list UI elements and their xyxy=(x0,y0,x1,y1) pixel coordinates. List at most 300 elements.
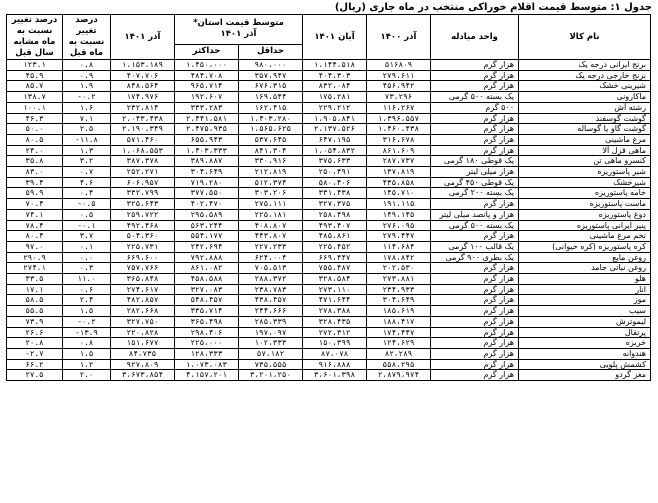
min-price-cell: ۱،۵۶۵،۶۲۵ xyxy=(239,124,303,135)
azar1401-cell: ۲۵۹،۷۲۲ xyxy=(111,209,175,220)
unit-cell: هزار گرم xyxy=(431,295,519,306)
aban1401-cell: ۳۲۸،۴۳۵ xyxy=(303,316,367,327)
unit-cell: هزار گرم xyxy=(431,284,519,295)
col-aban1401-header: آبان ۱۴۰۱ xyxy=(303,15,367,60)
max-price-cell: ۶۵۵،۹۴۳ xyxy=(175,134,239,145)
max-price-cell: ۳۰۴،۶۴۹ xyxy=(175,167,239,178)
min-price-cell: ۲۷۵،۱۱۱ xyxy=(239,199,303,210)
item-name-cell: ماست پاستوریزه xyxy=(519,199,651,210)
azar1400-cell: ۲۰۲،۵۳۰ xyxy=(367,263,431,274)
change-year-cell: ۷۳.۹ xyxy=(7,316,63,327)
item-name-cell: دوغ پاستوریزه xyxy=(519,209,651,220)
table-row xyxy=(7,209,651,220)
unit-cell: هزار گرم xyxy=(431,348,519,359)
aban1401-cell: ۸۳۲،۰۸۴ xyxy=(303,81,367,92)
azar1400-cell: ۴۵۶،۹۴۲ xyxy=(367,81,431,92)
unit-cell: یک بسته ۵۰۰ گرمی xyxy=(431,92,519,103)
azar1400-cell: ۱۷۴،۴۴۷ xyxy=(367,327,431,338)
price-table xyxy=(6,14,651,381)
max-price-cell: ۴،۱۵۷،۲۰۱ xyxy=(175,370,239,381)
azar1401-cell: ۹۲۷،۸۰۹ xyxy=(111,359,175,370)
azar1401-cell: ۸۴،۷۳۵ xyxy=(111,348,175,359)
change-year-cell: ۸۰.۴ xyxy=(7,231,63,242)
min-price-cell: ۲۲۷،۲۳۳ xyxy=(239,241,303,252)
table-row xyxy=(7,316,651,327)
azar1401-cell: ۲۳۲،۸۱۴ xyxy=(111,102,175,113)
col-azar1401-header: آذر ۱۴۰۱ xyxy=(111,15,175,60)
change-month-cell: ۲.۴ xyxy=(63,295,111,306)
aban1401-cell: ۴۷۱،۶۴۴ xyxy=(303,295,367,306)
col-change-month-header: درصد تغییر نسبت به ماه قبل xyxy=(63,15,111,60)
unit-cell: هزار گرم xyxy=(431,231,519,242)
azar1400-cell: ۲۷۶،۰۹۵ xyxy=(367,220,431,231)
aban1401-cell: ۶۶۹،۴۴۷ xyxy=(303,252,367,263)
max-price-cell: ۱۹۲،۶۰۷ xyxy=(175,92,239,103)
min-price-cell: ۶۲۴،۰۰۴ xyxy=(239,252,303,263)
change-month-cell: ۷.۱ xyxy=(63,113,111,124)
change-month-cell: ۰.۱ xyxy=(63,241,111,252)
unit-cell: هزار گرم xyxy=(431,306,519,317)
azar1401-cell: ۲،۱۹۰،۳۴۹ xyxy=(111,124,175,135)
azar1400-cell: ۴۳۵،۸۵۸ xyxy=(367,177,431,188)
change-year-cell: ۳۳.۵ xyxy=(7,274,63,285)
aban1401-cell: ۲،۱۳۷،۵۲۶ xyxy=(303,124,367,135)
change-year-cell: ۴۶.۳ xyxy=(7,113,63,124)
azar1400-cell: ۲۳۴،۹۳۳ xyxy=(367,284,431,295)
province-avg-sub-label: آذر ۱۴۰۱ xyxy=(220,29,257,40)
max-price-cell: ۷۹۲،۸۸۸ xyxy=(175,252,239,263)
col-min-header: حداقل xyxy=(239,44,303,59)
item-name-cell: تخم مرغ ماشینی xyxy=(519,231,651,242)
change-year-cell: ۸۳.۰ xyxy=(7,167,63,178)
aban1401-cell: ۴۸۵،۸۶۱ xyxy=(303,231,367,242)
unit-cell: هزار گرم xyxy=(431,81,519,92)
aban1401-cell: ۱۵۰،۳۹۹ xyxy=(303,338,367,349)
azar1401-cell: ۵۰۴،۳۶۰ xyxy=(111,231,175,242)
unit-cell: یک قوطی ۴۵۰ گرمی xyxy=(431,177,519,188)
azar1400-cell: ۲۷۹،۴۴۷ xyxy=(367,231,431,242)
change-year-cell: ۶۶.۲ xyxy=(7,359,63,370)
change-month-cell: ۰.۸ xyxy=(63,338,111,349)
max-price-cell: ۵۶۳،۲۴۴ xyxy=(175,220,239,231)
azar1401-cell: ۳،۶۷۳،۸۵۴ xyxy=(111,370,175,381)
item-name-cell: شیر پاستوریزه xyxy=(519,167,651,178)
min-price-cell: ۴۳۸،۴۵۷ xyxy=(239,295,303,306)
azar1401-cell: ۲۵۲،۲۷۱ xyxy=(111,167,175,178)
unit-cell: هزار گرم xyxy=(431,199,519,210)
table-row xyxy=(7,60,651,71)
azar1400-cell: ۸۶۱،۶۰۹ xyxy=(367,145,431,156)
item-name-cell: هندوانه xyxy=(519,348,651,359)
azar1400-cell: ۱۸۸،۴۱۷ xyxy=(367,316,431,327)
max-price-cell: ۱،۴۰۳،۳۳۳ xyxy=(175,145,239,156)
table-row xyxy=(7,113,651,124)
table-title: جدول ۱: متوسط قیمت اقلام خوراکی منتخب در ماه جاری (ریال) xyxy=(334,2,652,13)
item-name-cell: شیرخشک xyxy=(519,177,651,188)
change-month-cell: ۱.۳ xyxy=(63,145,111,156)
max-price-cell: ۵۵۴،۱۷۷ xyxy=(175,231,239,242)
change-year-cell: ۲.۷- xyxy=(7,348,63,359)
change-year-cell: ۷۸.۴ xyxy=(7,220,63,231)
azar1400-cell: ۱۱۴،۶۸۴ xyxy=(367,241,431,252)
min-price-cell: ۳۵۷،۹۴۷ xyxy=(239,70,303,81)
min-price-cell: ۲۸۵،۳۳۹ xyxy=(239,316,303,327)
min-price-cell: ۵۷،۱۸۲ xyxy=(239,348,303,359)
table-row xyxy=(7,338,651,349)
min-price-cell: ۳۰۳،۲۰۶ xyxy=(239,188,303,199)
table-row xyxy=(7,252,651,263)
unit-cell: هزار و پانصد میلی لیتر xyxy=(431,209,519,220)
min-price-cell: ۴۰۸،۸۰۷ xyxy=(239,220,303,231)
change-year-cell: ۱۲۳.۱ xyxy=(7,60,63,71)
item-name-cell: مغز گردو xyxy=(519,370,651,381)
azar1401-cell: ۴۹۲،۴۶۸ xyxy=(111,220,175,231)
min-price-cell: ۱،۴۰۳،۲۸۰ xyxy=(239,113,303,124)
max-price-cell: ۲،۴۷۵،۹۳۵ xyxy=(175,124,239,135)
max-price-cell: ۴۸۴،۷۰۸ xyxy=(175,70,239,81)
azar1401-cell: ۶۰۶،۹۵۷ xyxy=(111,177,175,188)
change-month-cell: ۱.۵ xyxy=(63,306,111,317)
item-name-cell: پرتقال xyxy=(519,327,651,338)
change-month-cell: ۰.۶ xyxy=(63,284,111,295)
change-month-cell: ۱۳.۹- xyxy=(63,327,111,338)
aban1401-cell: ۹۱۶،۸۸۸ xyxy=(303,359,367,370)
col-province-avg-header xyxy=(175,15,303,45)
max-price-cell: ۲،۴۴۱،۵۸۱ xyxy=(175,113,239,124)
min-price-cell: ۵۱۲،۳۷۴ xyxy=(239,177,303,188)
min-price-cell: ۵۳۷،۶۴۵ xyxy=(239,134,303,145)
item-name-cell: خامه پاستوریزه xyxy=(519,188,651,199)
item-name-cell: لیموترش xyxy=(519,316,651,327)
min-price-cell: ۱۶۹،۵۴۴ xyxy=(239,92,303,103)
min-price-cell: ۱۰۲،۳۳۳ xyxy=(239,338,303,349)
table-row xyxy=(7,220,651,231)
change-year-cell: ۲۹۰.۹ xyxy=(7,252,63,263)
unit-cell: هزار گرم xyxy=(431,359,519,370)
change-year-cell: ۲۷.۵ xyxy=(7,370,63,381)
azar1400-cell: ۱۸۵،۶۱۹ xyxy=(367,306,431,317)
unit-cell: ۵۰۰ گرم xyxy=(431,102,519,113)
azar1400-cell: ۱،۳۹۶،۵۵۷ xyxy=(367,113,431,124)
change-month-cell: ۲.۵ xyxy=(63,124,111,135)
item-name-cell: هلو xyxy=(519,274,651,285)
unit-cell: هزار گرم xyxy=(431,145,519,156)
col-change-year-header: درصد تغییر نسبت به ماه مشابه سال قبل xyxy=(7,15,63,60)
unit-cell: یک بسته ۲۰۰ گرمی xyxy=(431,188,519,199)
azar1400-cell: ۲۷۹،۶۱۱ xyxy=(367,70,431,81)
item-name-cell: سیب xyxy=(519,306,651,317)
aban1401-cell: ۱،۹۰۵،۸۴۱ xyxy=(303,113,367,124)
min-price-cell: ۸۴۱،۳۰۴ xyxy=(239,145,303,156)
min-price-cell: ۲۴۴،۶۶۶ xyxy=(239,306,303,317)
change-year-cell: ۸۰.۵ xyxy=(7,134,63,145)
aban1401-cell: ۱،۱۴۴،۵۱۸ xyxy=(303,60,367,71)
table-row xyxy=(7,156,651,167)
max-price-cell: ۴۰۲،۴۷۰ xyxy=(175,199,239,210)
aban1401-cell: ۳۷۵،۶۳۳ xyxy=(303,156,367,167)
azar1400-cell: ۱۲۴،۶۲۹ xyxy=(367,338,431,349)
max-price-cell: ۳۸۹،۸۸۷ xyxy=(175,156,239,167)
aban1401-cell: ۳۲۸،۵۸۴ xyxy=(303,274,367,285)
change-year-cell: ۵۰.۰ xyxy=(7,124,63,135)
change-year-cell: ۵۵.۵ xyxy=(7,306,63,317)
change-month-cell: ۰.۵ xyxy=(63,209,111,220)
change-month-cell: ۴.۶ xyxy=(63,177,111,188)
change-month-cell: ۰.۵- xyxy=(63,199,111,210)
azar1400-cell: ۱۱۶،۲۶۷ xyxy=(367,102,431,113)
unit-cell: یک قوطی ۱۸۰ گرمی xyxy=(431,156,519,167)
azar1401-cell: ۲،۰۴۳،۴۳۸ xyxy=(111,113,175,124)
change-year-cell: ۵۹.۹ xyxy=(7,188,63,199)
change-month-cell: ۰.۲- xyxy=(63,316,111,327)
max-price-cell: ۱،۰۷۳،۰۸۳ xyxy=(175,359,239,370)
table-row xyxy=(7,263,651,274)
min-price-cell: ۲۱۲،۸۱۹ xyxy=(239,167,303,178)
unit-cell: هزار گرم xyxy=(431,134,519,145)
aban1401-cell: ۱،۰۵۴،۸۳۲ xyxy=(303,145,367,156)
max-price-cell: ۷۱۹،۲۸۰ xyxy=(175,177,239,188)
azar1401-cell: ۳۲۵،۶۴۳ xyxy=(111,199,175,210)
azar1401-cell: ۷۵۷،۷۶۶ xyxy=(111,263,175,274)
change-year-cell: ۹۷.۰ xyxy=(7,241,63,252)
table-body xyxy=(7,60,651,381)
item-name-cell: برنج ایرانی درجه یک xyxy=(519,60,651,71)
aban1401-cell: ۱۷۵،۲۸۱ xyxy=(303,92,367,103)
unit-cell: هزار گرم xyxy=(431,60,519,71)
min-price-cell: ۲۸۸،۳۷۲ xyxy=(239,274,303,285)
item-name-cell: روغن نباتی جامد xyxy=(519,263,651,274)
col-max-header: حداکثر xyxy=(175,44,239,59)
item-name-cell: رشته آش xyxy=(519,102,651,113)
table-row xyxy=(7,92,651,103)
table-row xyxy=(7,231,651,242)
min-price-cell: ۴۴۳،۸۰۷ xyxy=(239,231,303,242)
change-year-cell: ۳۹.۴ xyxy=(7,177,63,188)
azar1401-cell: ۱،۱۵۳،۱۸۹ xyxy=(111,60,175,71)
max-price-cell: ۳۲۷،۰۸۳ xyxy=(175,284,239,295)
max-price-cell: ۳۳۳،۲۸۳ xyxy=(175,102,239,113)
change-month-cell: ۱.۲ xyxy=(63,359,111,370)
azar1400-cell: ۲۷۳،۸۸۱ xyxy=(367,274,431,285)
item-name-cell: ماکارونی xyxy=(519,92,651,103)
azar1400-cell: ۱۳۷،۸۱۹ xyxy=(367,167,431,178)
change-month-cell: ۱.۹ xyxy=(63,81,111,92)
table-row xyxy=(7,177,651,188)
item-name-cell: کنسرو ماهی تن xyxy=(519,156,651,167)
azar1401-cell: ۲۷۴،۶۱۷ xyxy=(111,284,175,295)
change-month-cell: ۰.۷ xyxy=(63,167,111,178)
change-month-cell: ۱.۵ xyxy=(63,348,111,359)
unit-cell: هزار گرم xyxy=(431,370,519,381)
change-month-cell: ۱۱.۰ xyxy=(63,274,111,285)
azar1401-cell: ۸۴۸،۵۶۴ xyxy=(111,81,175,92)
aban1401-cell: ۴۰۴،۳۰۳ xyxy=(303,70,367,81)
azar1400-cell: ۱۴۵،۷۱۰ xyxy=(367,188,431,199)
table-row xyxy=(7,241,651,252)
azar1400-cell: ۱،۴۶۰،۴۳۸ xyxy=(367,124,431,135)
azar1401-cell: ۲۲۰،۸۲۸ xyxy=(111,327,175,338)
azar1401-cell: ۱،۰۶۸،۵۵۳ xyxy=(111,145,175,156)
table-row xyxy=(7,102,651,113)
unit-cell: هزار گرم xyxy=(431,263,519,274)
unit-cell: هزار گرم xyxy=(431,327,519,338)
min-price-cell: ۶۷۶،۳۱۵ xyxy=(239,81,303,92)
change-month-cell: ۰.۸ xyxy=(63,60,111,71)
table-row xyxy=(7,70,651,81)
item-name-cell: کشمش پلویی xyxy=(519,359,651,370)
max-price-cell: ۸۶۱،۰۸۲ xyxy=(175,263,239,274)
item-name-cell: کره پاستوریزه (کره حیوانی) xyxy=(519,241,651,252)
min-price-cell: ۱۶۲،۴۱۵ xyxy=(239,102,303,113)
change-month-cell: ۳.۷ xyxy=(63,231,111,242)
change-month-cell: ۰.۹ xyxy=(63,70,111,81)
table-row xyxy=(7,327,651,338)
aban1401-cell: ۲۵۸،۴۹۸ xyxy=(303,209,367,220)
aban1401-cell: ۷۵۵،۴۸۷ xyxy=(303,263,367,274)
azar1400-cell: ۵۱۶۸۰۹ xyxy=(367,60,431,71)
item-name-cell: پنیر ایرانی پاستوریزه xyxy=(519,220,651,231)
max-price-cell: ۲۲۵،۰۰۰ xyxy=(175,338,239,349)
max-price-cell: ۹۶۵،۷۱۴ xyxy=(175,81,239,92)
change-year-cell: ۲۴.۰ xyxy=(7,145,63,156)
change-year-cell: ۵۸.۵ xyxy=(7,295,63,306)
table-row xyxy=(7,274,651,285)
change-month-cell: ۰.۴ xyxy=(63,188,111,199)
col-item-header: نام کالا xyxy=(519,15,651,60)
change-year-cell: ۷۴.۱ xyxy=(7,209,63,220)
item-name-cell: گوشت گوسفند xyxy=(519,113,651,124)
min-price-cell: ۹۸۰،۰۰۰ xyxy=(239,60,303,71)
aban1401-cell: ۸۷،۰۷۸ xyxy=(303,348,367,359)
change-year-cell: ۲۶.۶ xyxy=(7,327,63,338)
azar1401-cell: ۱۵۱،۶۷۷ xyxy=(111,338,175,349)
table-row xyxy=(7,167,651,178)
change-month-cell: ۰.۲- xyxy=(63,92,111,103)
azar1400-cell: ۸۲،۲۸۹ xyxy=(367,348,431,359)
table-row xyxy=(7,81,651,92)
azar1401-cell: ۵۷۱،۴۶۰ xyxy=(111,134,175,145)
max-price-cell: ۲۴۲،۶۹۴ xyxy=(175,241,239,252)
azar1400-cell: ۲،۸۷۹،۹۷۴ xyxy=(367,370,431,381)
unit-cell: هزار گرم xyxy=(431,70,519,81)
aban1401-cell: ۵۸۰،۴۰۶ xyxy=(303,177,367,188)
change-year-cell: ۱۳۸.۷ xyxy=(7,92,63,103)
azar1400-cell: ۲۸۷،۷۳۷ xyxy=(367,156,431,167)
item-name-cell: موز xyxy=(519,295,651,306)
table-row xyxy=(7,199,651,210)
change-month-cell: ۰.۱- xyxy=(63,220,111,231)
table-row xyxy=(7,306,651,317)
change-month-cell: ۱.۶ xyxy=(63,102,111,113)
aban1401-cell: ۲۵۰،۴۹۱ xyxy=(303,167,367,178)
min-price-cell: ۳،۲۰۱،۲۵۰ xyxy=(239,370,303,381)
col-unit-header: واحد مبادله xyxy=(431,15,519,60)
unit-cell: هزار گرم xyxy=(431,338,519,349)
aban1401-cell: ۴۹۳،۴۰۷ xyxy=(303,220,367,231)
unit-cell: هزار گرم xyxy=(431,274,519,285)
col-azar1400-header: آذر ۱۴۰۰ xyxy=(367,15,431,60)
item-name-cell: گوشت گاو یا گوساله xyxy=(519,124,651,135)
azar1401-cell: ۳۸۷،۳۷۸ xyxy=(111,156,175,167)
item-name-cell: روغن مایع xyxy=(519,252,651,263)
item-name-cell: خربزه xyxy=(519,338,651,349)
azar1400-cell: ۷۳،۲۹۶ xyxy=(367,92,431,103)
azar1401-cell: ۴۰۷،۷۰۶ xyxy=(111,70,175,81)
max-price-cell: ۳۳۵،۷۱۴ xyxy=(175,306,239,317)
azar1401-cell: ۲۲۵،۷۳۱ xyxy=(111,241,175,252)
change-year-cell: ۲۰.۸ xyxy=(7,338,63,349)
change-year-cell: ۴۵.۹ xyxy=(7,70,63,81)
azar1401-cell: ۳۲۷،۷۵۰ xyxy=(111,316,175,327)
min-price-cell: ۲۲۵،۱۸۱ xyxy=(239,209,303,220)
azar1400-cell: ۳۰۴،۶۴۹ xyxy=(367,295,431,306)
azar1401-cell: ۲۸۲،۶۶۸ xyxy=(111,306,175,317)
change-month-cell: ۰.۰ xyxy=(63,252,111,263)
table-row xyxy=(7,188,651,199)
azar1401-cell: ۴۸۲،۸۵۷ xyxy=(111,295,175,306)
aban1401-cell: ۲۷۸،۳۸۸ xyxy=(303,306,367,317)
unit-cell: هزار گرم xyxy=(431,124,519,135)
change-year-cell: ۱۷.۱ xyxy=(7,284,63,295)
table-row xyxy=(7,370,651,381)
azar1400-cell: ۳۱۶،۶۷۸ xyxy=(367,134,431,145)
item-name-cell: مرغ ماشینی xyxy=(519,134,651,145)
aban1401-cell: ۶۴۷،۱۹۵ xyxy=(303,134,367,145)
item-name-cell: برنج خارجی درجه یک xyxy=(519,70,651,81)
change-year-cell: ۸۵.۷ xyxy=(7,81,63,92)
azar1400-cell: ۱۷۸،۸۴۲ xyxy=(367,252,431,263)
min-price-cell: ۲۳۸،۷۸۳ xyxy=(239,284,303,295)
change-month-cell: ۲.۰ xyxy=(63,370,111,381)
change-year-cell: ۲۷۴.۱ xyxy=(7,263,63,274)
change-month-cell: ۱۱.۸- xyxy=(63,134,111,145)
item-name-cell: ماهی قزل آلا xyxy=(519,145,651,156)
max-price-cell: ۴۵۸،۵۸۸ xyxy=(175,274,239,285)
max-price-cell: ۲۹۵،۵۸۹ xyxy=(175,209,239,220)
aban1401-cell: ۲۷۳،۱۱۰ xyxy=(303,284,367,295)
azar1401-cell: ۶۶۹،۶۰۰ xyxy=(111,252,175,263)
table-row xyxy=(7,359,651,370)
table-row xyxy=(7,348,651,359)
change-year-cell: ۳۵.۸ xyxy=(7,156,63,167)
aban1401-cell: ۲۲۵،۴۵۲ xyxy=(303,241,367,252)
unit-cell: هزار گرم xyxy=(431,316,519,327)
table-row xyxy=(7,145,651,156)
max-price-cell: ۲۹۸،۴۰۶ xyxy=(175,327,239,338)
azar1400-cell: ۱۹۱،۱۱۵ xyxy=(367,199,431,210)
item-name-cell: انار xyxy=(519,284,651,295)
max-price-cell: ۳۶۵،۴۹۸ xyxy=(175,316,239,327)
aban1401-cell: ۲۲۹،۲۱۲ xyxy=(303,102,367,113)
min-price-cell: ۳۳۰،۹۱۶ xyxy=(239,156,303,167)
max-price-cell: ۳۷۷،۵۵۰ xyxy=(175,188,239,199)
azar1401-cell: ۳۶۵،۸۴۸ xyxy=(111,274,175,285)
table-row xyxy=(7,134,651,145)
aban1401-cell: ۳۲۷،۳۷۵ xyxy=(303,199,367,210)
azar1400-cell: ۵۵۸،۲۹۵ xyxy=(367,359,431,370)
max-price-cell: ۱،۴۵۰،۰۰۰ xyxy=(175,60,239,71)
aban1401-cell: ۲۷۲،۳۱۲ xyxy=(303,327,367,338)
province-avg-label: متوسط قیمت استان* xyxy=(193,18,284,29)
unit-cell: یک بطری ۹۰۰ گرمی xyxy=(431,252,519,263)
min-price-cell: ۷۰۵،۵۱۳ xyxy=(239,263,303,274)
aban1401-cell: ۳،۶۰۱،۳۹۸ xyxy=(303,370,367,381)
item-name-cell: شیرینی خشک xyxy=(519,81,651,92)
table-row xyxy=(7,284,651,295)
unit-cell: هزار گرم xyxy=(431,113,519,124)
azar1400-cell: ۱۴۹،۱۴۵ xyxy=(367,209,431,220)
table-row xyxy=(7,124,651,135)
